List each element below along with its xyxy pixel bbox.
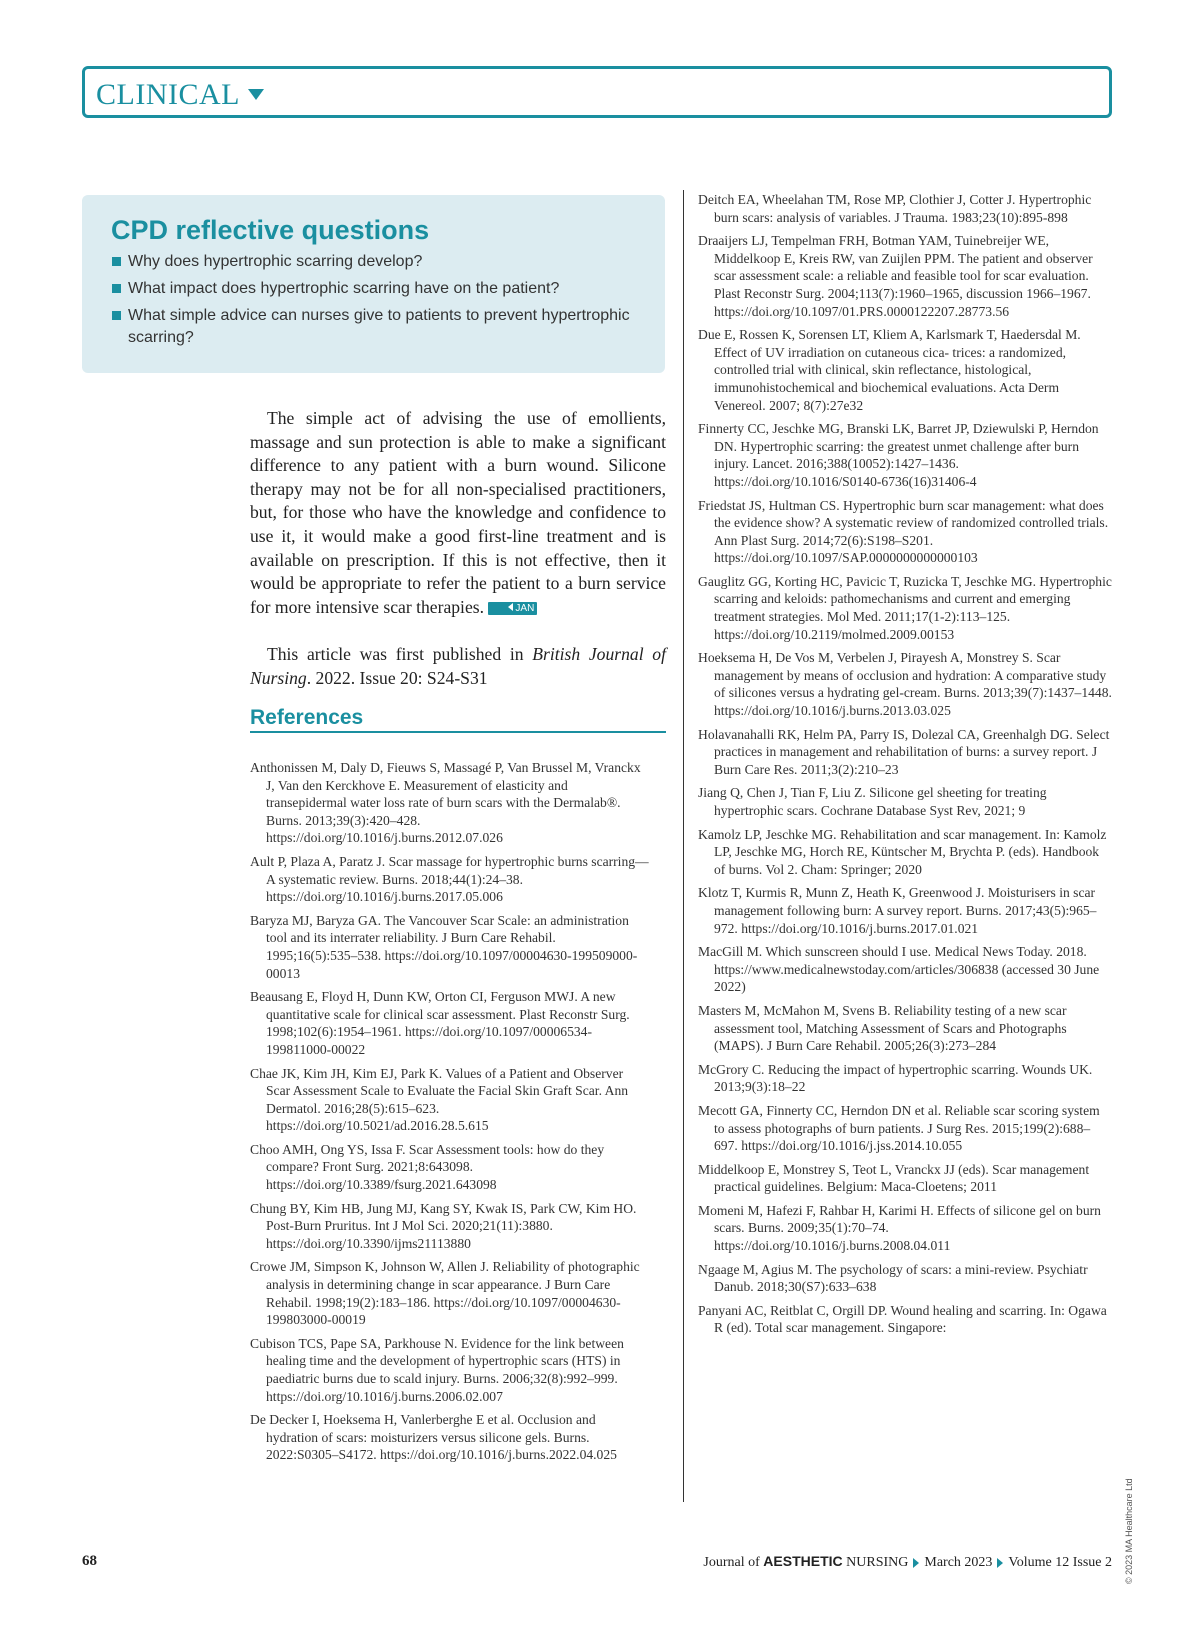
cpd-question-text: What impact does hypertrophic scarring have on the patient? [128, 280, 560, 297]
reference-item: Masters M, McMahon M, Svens B. Reliability testing of a new scar assessment tool, Matching Assessment of Scars and Photographs (MAPS). J Burn Care Rehabil. 2005;26(3):273–284 [698, 1002, 1067, 1054]
cpd-question-text: Why does hypertrophic scarring develop? [128, 253, 423, 270]
reference-item: McGrory C. Reducing the impact of hypertrophic scarring. Wounds UK. 2013;9(3):18–22 [698, 1061, 1093, 1095]
section-label [96, 78, 264, 112]
reference-item: Due E, Rossen K, Sorensen LT, Kliem A, Karlsmark T, Haedersdal M. Effect of UV irradiation on cutaneous cica- trices: a randomized, controlled trial with clinical, skin reflectance, histological, immunohistochemical and biochemical evaluations. Acta Derm Venereol. 2007; 8(7):27e32 [698, 327, 1081, 413]
reference-item: Kamolz LP, Jeschke MG. Rehabilitation and scar management. In: Kamolz LP, Jeschke MG, Horch RE, Küntscher M, Brychta P. (eds). Handbook of burns. Vol 2. Cham: Springer; 2020 [698, 826, 1107, 877]
end-badge-text: JAN [515, 603, 535, 615]
section-header-box [82, 66, 1112, 118]
cpd-question [112, 278, 642, 300]
reference-item: Cubison TCS, Pape SA, Parkhouse N. Evidence for the link between healing time and the development of hypertrophic scars (HTS) in paediatric burns due to scald injury. Burns. 2006;32(8):992–999. https://doi.org/10.1016/j.burns.2006.02.007 [250, 1335, 624, 1404]
reference-item: Friedstat JS, Hultman CS. Hypertrophic burn scar management: what does the evidence show? A systematic review of randomized controlled trials. Ann Plast Surg. 2014;72(6):S198–S201. https://doi.org/10.1097/SAP.0000000000000103 [698, 497, 1109, 566]
square-bullet-icon [112, 284, 121, 293]
issue-date: March 2023 [924, 1555, 993, 1570]
copyright-text: © 2023 MA Healthcare Ltd [1124, 1478, 1134, 1584]
reference-item: Beausang E, Floyd H, Dunn KW, Orton CI, Ferguson MWJ. A new quantitative scale for clinical scar assessment. Plast Reconstr Surg. 1998;102(6):1954–1961. https://doi.org/10.1097/00006534-199811000-00022 [250, 989, 630, 1057]
square-bullet-icon [112, 311, 121, 320]
reference-item: Ngaage M, Agius M. The psychology of scars: a mini-review. Psychiatr Danub. 2018;30(S7):633–638 [698, 1261, 1088, 1295]
reference-item: Mecott GA, Finnerty CC, Herndon DN et al. Reliable scar scoring system to assess photographs of burn patients. J Surg Res. 2015;199(2):688–697. https://doi.org/10.1016/j.jss.2014.10.055 [698, 1102, 1100, 1154]
reference-item: Hoeksema H, De Vos M, Verbelen J, Pirayesh A, Monstrey S. Scar management by means of occlusion and hydration: A comparative study of silicones versus a hydrating gel-cream. Burns. 2013;39(7):1437–1448. https://doi.org/10.1016/j.burns.2013.03.025 [698, 650, 1112, 719]
cpd-question [112, 251, 642, 273]
cpd-question [112, 305, 642, 349]
reference-item: De Decker I, Hoeksema H, Vanlerberghe E et al. Occlusion and hydration of scars: moisturizers versus silicone gels. Burns. 2022:S0305–S4172. https://doi.org/10.1016/j.burns.2022.04.025 [250, 1412, 617, 1463]
reference-item: MacGill M. Which sunscreen should I use. Medical News Today. 2018. https://www.medicalnewstoday.com/articles/306838 (accessed 30 June 2022) [698, 944, 1100, 995]
publication-suffix: . 2022. Issue 20: S24-S31 [306, 668, 488, 688]
triangle-down-icon [248, 89, 264, 100]
reference-item: Momeni M, Hafezi F, Rahbar H, Karimi H. Effects of silicone gel on burn scars. Burns. 2009;35(1):70–74. https://doi.org/10.1016/j.burns.2008.04.011 [698, 1202, 1101, 1254]
volume-issue: Volume 12 Issue 2 [1008, 1555, 1112, 1570]
square-bullet-icon [112, 257, 121, 266]
reference-item: Ault P, Plaza A, Paratz J. Scar massage for hypertrophic burns scarring—A systematic review. Burns. 2018;44(1):24–38. https://doi.org/10.1016/j.burns.2017.05.006 [250, 853, 649, 905]
body-paragraph-text: The simple act of advising the use of emollients, massage and sun protection is able to make a significant difference to any patient with a burn wound. Silicone therapy may not be for all non-specialised practitioners, but, for those who have the knowledge and confidence to use it, it would make a good first-line treatment and is available on prescription. If this is not effective, then it would be appropriate to refer the patient to a burn service for more intensive scar therapies. [250, 408, 666, 617]
reference-item: Chung BY, Kim HB, Jung MJ, Kang SY, Kwak IS, Park CW, Kim HO. Post-Burn Pruritus. Int J Mol Sci. 2020;21(11):3880. https://doi.org/10.3390/ijms21113880 [250, 1200, 637, 1251]
triangle-right-icon [997, 1558, 1003, 1568]
references-list-right [698, 191, 1112, 1343]
page-number: 68 [82, 1553, 97, 1569]
publication-note [250, 642, 666, 690]
reference-item: Anthonissen M, Daly D, Fieuws S, Massagé P, Van Brussel M, Vranckx J, Van den Kerckhove E. Measurement of elasticity and transepidermal water loss rate of burn scars with the Dermalab®. Burns. 2013;39(3):420–428. https://doi.org/10.1016/j.burns.2012.07.026 [250, 760, 641, 846]
section-label-text: CLINICAL [96, 78, 240, 111]
reference-item: Panyani AC, Reitblat C, Orgill DP. Wound healing and scarring. In: Ogawa R (ed). Total scar management. Singapore: [698, 1302, 1107, 1336]
reference-item: Holavanahalli RK, Helm PA, Parry IS, Dolezal CA, Greenhalgh DG. Select practices in management and rehabilitation of burns: a survey report. J Burn Care Res. 2011;3(2):210–23 [698, 726, 1110, 777]
references-list-left [250, 759, 650, 1470]
publication-journal: British Journal of Nursing [250, 644, 666, 688]
journal-footer [703, 1553, 1112, 1571]
reference-item: Gauglitz GG, Korting HC, Pavicic T, Ruzicka T, Jeschke MG. Hypertrophic scarring and keloids: pathomechanisms and current and emerging treatment strategies. Mol Med. 2011;17(1-2):113–125. https://doi.org/10.2119/molmed.2009.00153 [698, 573, 1112, 642]
reference-item: Baryza MJ, Baryza GA. The Vancouver Scar Scale: an administration tool and its interrater reliability. J Burn Care Rehabil. 1995;16(5):535–538. https://doi.org/10.1097/00004630-199509000-00013 [250, 912, 638, 981]
body-paragraph [250, 407, 666, 619]
reference-item: Deitch EA, Wheelahan TM, Rose MP, Clothier J, Cotter J. Hypertrophic burn scars: analysis of variables. J Trauma. 1983;23(10):895-898 [698, 192, 1092, 225]
cpd-question-text: What simple advice can nurses give to patients to prevent hypertrophic scarring? [128, 307, 630, 346]
copyright-vertical [1124, 1444, 1144, 1584]
cpd-question-list [112, 251, 642, 354]
reference-item: Klotz T, Kurmis R, Munn Z, Heath K, Greenwood J. Moisturisers in scar management following burn: A survey report. Burns. 2017;43(5):965–972. https://doi.org/10.1016/j.burns.2017.01.021 [698, 885, 1097, 936]
reference-item: Chae JK, Kim JH, Kim EJ, Park K. Values of a Patient and Observer Scar Assessment Scale to Evaluate the Facial Skin Graft Scar. Ann Dermatol. 2016;28(5):615–623. https://doi.org/10.5021/ad.2016.28.5.615 [250, 1065, 629, 1134]
reference-item: Choo AMH, Ong YS, Issa F. Scar Assessment tools: how do they compare? Front Surg. 2021;8:643098. https://doi.org/10.3389/fsurg.2021.643098 [250, 1141, 605, 1193]
reference-item: Jiang Q, Chen J, Tian F, Liu Z. Silicone gel sheeting for treating hypertrophic scars. Cochrane Database Syst Rev, 2021; 9 [698, 785, 1047, 818]
publication-prefix: This article was first published in [267, 644, 533, 664]
column-divider [683, 190, 684, 1502]
triangle-left-icon [508, 603, 513, 611]
journal-name-bold: AESTHETIC [763, 1553, 843, 1569]
cpd-box [82, 195, 665, 373]
reference-item: Middelkoop E, Monstrey S, Teot L, Vranckx JJ (eds). Scar management practical guidelines. Belgium: Maca-Cloetens; 2011 [698, 1161, 1090, 1195]
references-heading: References [250, 706, 666, 733]
reference-item: Finnerty CC, Jeschke MG, Branski LK, Barret JP, Dziewulski P, Herndon DN. Hypertrophic scarring: the greatest unmet challenge after burn injury. Lancet. 2016;388(10052):1427–1436. https://doi.org/10.1016/S0140-6736(16)31406-4 [698, 421, 1099, 489]
triangle-right-icon [913, 1558, 919, 1568]
reference-item: Crowe JM, Simpson K, Johnson W, Allen J. Reliability of photographic analysis in determining change in scar appearance. J Burn Care Rehabil. 1998;19(2):183–186. https://doi.org/10.1097/00004630-199803000-00019 [250, 1259, 640, 1328]
end-of-article-badge [488, 602, 537, 615]
reference-item: Draaijers LJ, Tempelman FRH, Botman YAM, Tuinebreijer WE, Middelkoop E, Kreis RW, van Zuijlen PPM. The patient and observer scar assessment scale: a reliable and feasible tool for scar evaluation. Plast Reconstr Surg. 2004;113(7):1960–1965, discussion 1966–1967. https://doi.org/10.1097/01.PRS.0000122207.28773.56 [698, 233, 1093, 319]
cpd-title: CPD reflective questions [111, 215, 430, 245]
journal-name-suffix: NURSING [842, 1555, 909, 1570]
journal-prefix: Journal of [703, 1555, 764, 1570]
